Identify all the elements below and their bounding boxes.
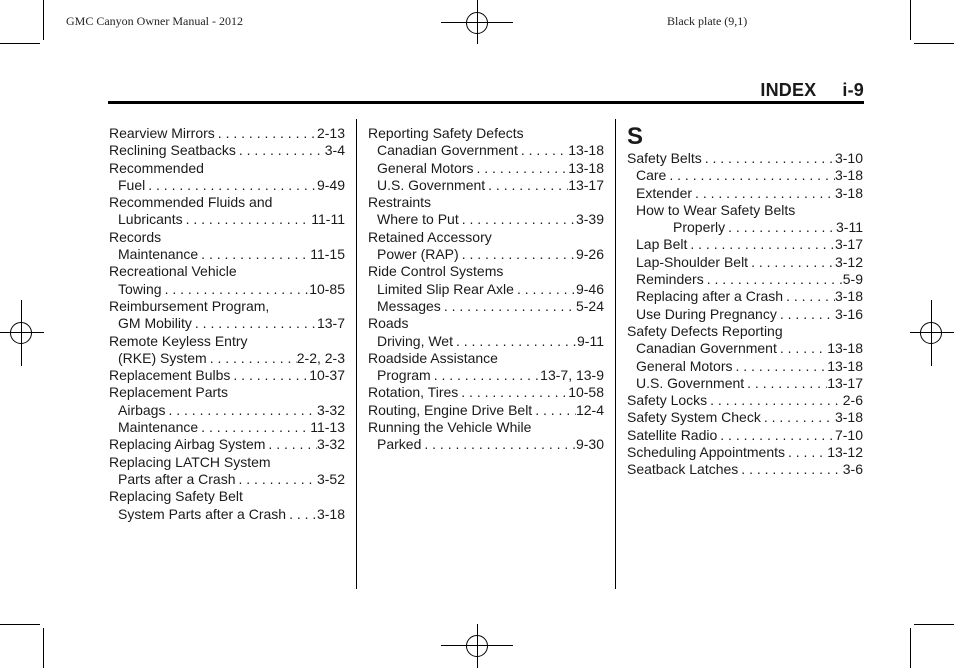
dot-leader xyxy=(230,367,309,384)
index-term: Lubricants xyxy=(118,211,183,228)
page-reference: 9-46 xyxy=(575,280,604,297)
index-entry xyxy=(627,375,863,392)
dot-leader xyxy=(183,211,312,228)
index-term: Fuel xyxy=(118,176,146,193)
index-entry xyxy=(109,298,345,315)
page-reference: 3-12 xyxy=(834,253,863,270)
page-reference: 13-18 xyxy=(568,159,604,176)
index-entry xyxy=(109,142,345,159)
index-entry xyxy=(109,211,345,228)
index-term: Parts after a Crash xyxy=(118,470,236,487)
dot-leader xyxy=(532,402,576,419)
index-term: Lap Belt xyxy=(636,236,688,253)
index-entry xyxy=(627,288,863,305)
index-term: Power (RAP) xyxy=(377,246,459,263)
dot-leader xyxy=(748,254,835,271)
index-entry xyxy=(109,454,345,471)
dot-leader xyxy=(215,125,317,142)
index-entry xyxy=(627,461,863,478)
index-entry xyxy=(368,211,604,228)
dot-leader xyxy=(165,402,317,419)
index-entry xyxy=(627,427,863,444)
index-term: (RKE) System xyxy=(118,349,207,366)
dot-leader xyxy=(744,375,827,392)
dot-leader xyxy=(162,281,310,298)
page-reference: 3-18 xyxy=(316,505,345,522)
registration-line xyxy=(477,0,478,44)
dot-leader xyxy=(207,350,297,367)
index-term: Where to Put xyxy=(377,211,459,228)
registration-line xyxy=(477,624,478,668)
page-reference: 9-26 xyxy=(575,246,604,263)
column-divider xyxy=(356,119,357,589)
index-term: Roadside Assistance xyxy=(368,349,498,366)
page-reference: 3-10 xyxy=(834,150,863,166)
page-reference: 10-85 xyxy=(309,280,345,297)
page-reference: 12-4 xyxy=(575,401,604,418)
page-reference: 13-17 xyxy=(827,374,863,391)
index-entry xyxy=(368,419,604,436)
index-entry xyxy=(627,392,863,409)
index-entry xyxy=(368,315,604,332)
index-term: How to Wear Safety Belts xyxy=(636,201,796,218)
index-term: System Parts after a Crash xyxy=(118,505,287,522)
index-entry xyxy=(109,436,345,453)
index-entry xyxy=(109,125,345,142)
index-term: Canadian Government xyxy=(377,142,518,159)
page-reference: 3-32 xyxy=(316,436,345,453)
index-term: Towing xyxy=(118,280,162,297)
dot-leader xyxy=(458,384,568,401)
dot-leader xyxy=(783,288,835,305)
dot-leader xyxy=(198,246,310,263)
index-term: Roads xyxy=(368,315,409,332)
index-term: Replacing Safety Belt xyxy=(109,488,243,505)
index-column-3 xyxy=(627,124,863,479)
index-entry xyxy=(368,350,604,367)
index-term: Program xyxy=(377,367,431,384)
index-entry xyxy=(109,402,345,419)
dot-leader xyxy=(198,419,310,436)
dot-leader xyxy=(707,392,843,409)
page-reference: 3-17 xyxy=(834,236,863,253)
page-reference: 5-9 xyxy=(842,271,863,288)
index-entry xyxy=(109,506,345,523)
index-entry xyxy=(368,246,604,263)
index-term: Maintenance xyxy=(118,246,199,263)
index-term: Lap-Shoulder Belt xyxy=(636,253,749,270)
dot-leader xyxy=(145,177,317,194)
dot-leader xyxy=(485,177,568,194)
index-term: U.S. Government xyxy=(377,176,486,193)
dot-leader xyxy=(459,211,576,228)
dot-leader xyxy=(192,315,317,332)
index-entry xyxy=(109,488,345,505)
dot-leader xyxy=(473,160,568,177)
index-letter-heading: S xyxy=(627,123,644,150)
dot-leader xyxy=(265,436,317,453)
index-entry xyxy=(109,229,345,246)
index-entry xyxy=(368,160,604,177)
index-entry xyxy=(109,367,345,384)
index-entry xyxy=(109,350,345,367)
index-entry xyxy=(627,185,863,202)
index-term: Remote Keyless Entry xyxy=(109,332,248,349)
page-reference: 13-12 xyxy=(827,444,863,461)
index-entry xyxy=(627,150,863,167)
index-entry xyxy=(368,281,604,298)
index-term: U.S. Government xyxy=(636,374,745,391)
header-rule xyxy=(108,101,864,104)
index-entry xyxy=(368,125,604,142)
index-entry xyxy=(627,340,863,357)
page-reference: 2-6 xyxy=(842,392,863,409)
page-reference: 3-16 xyxy=(834,305,863,322)
dot-leader xyxy=(236,142,325,159)
print-slug-plate: Black plate (9,1) xyxy=(667,14,748,28)
index-entry xyxy=(627,254,863,271)
index-term: Replacement Bulbs xyxy=(109,367,231,384)
index-term: Recommended xyxy=(109,159,204,176)
index-term: Safety System Check xyxy=(627,409,761,426)
index-entry xyxy=(368,436,604,453)
index-term: Replacing LATCH System xyxy=(109,453,271,470)
dot-leader xyxy=(431,367,540,384)
page-reference: 3-32 xyxy=(316,401,345,418)
index-column-2 xyxy=(368,125,604,454)
index-entry xyxy=(368,194,604,211)
index-entry xyxy=(627,358,863,375)
dot-leader xyxy=(286,506,317,523)
dot-leader xyxy=(459,246,576,263)
index-entry xyxy=(368,142,604,159)
dot-leader xyxy=(687,236,835,253)
page-reference: 13-17 xyxy=(568,176,604,193)
index-term: Satellite Radio xyxy=(627,426,718,443)
page-reference: 3-18 xyxy=(834,184,863,201)
index-term: Replacing after a Crash xyxy=(636,288,784,305)
index-entry xyxy=(627,167,863,184)
index-term: Routing, Engine Drive Belt xyxy=(368,401,533,418)
index-term: Airbags xyxy=(118,401,166,418)
page-reference: 3-18 xyxy=(834,167,863,184)
dot-leader xyxy=(725,219,836,236)
index-term: Extender xyxy=(636,184,693,201)
page-header xyxy=(108,80,864,102)
dot-leader xyxy=(732,358,827,375)
index-entry xyxy=(627,202,863,219)
index-term: Parked xyxy=(377,436,422,453)
dot-leader xyxy=(717,427,835,444)
page-reference: 3-18 xyxy=(834,409,863,426)
dot-leader xyxy=(777,340,827,357)
index-entry xyxy=(368,367,604,384)
index-entry xyxy=(109,333,345,350)
page-reference: 9-49 xyxy=(316,176,345,193)
index-term: Safety Locks xyxy=(627,392,708,409)
index-term: Restraints xyxy=(368,194,432,211)
page-reference: 3-39 xyxy=(575,211,604,228)
page-reference: 9-11 xyxy=(577,332,604,349)
index-entry xyxy=(627,271,863,288)
dot-leader xyxy=(702,150,835,167)
dot-leader xyxy=(421,436,576,453)
page-reference: 11-15 xyxy=(310,246,345,263)
dot-leader xyxy=(453,333,577,350)
page-reference: 5-24 xyxy=(575,297,604,314)
index-entry xyxy=(368,263,604,280)
registration-line xyxy=(931,300,932,366)
print-slug-title: GMC Canyon Owner Manual - 2012 xyxy=(66,14,243,28)
page-reference: 11-11 xyxy=(311,211,345,228)
index-column-1 xyxy=(109,125,345,523)
index-term: Reclining Seatbacks xyxy=(109,142,236,159)
index-entry xyxy=(368,333,604,350)
dot-leader xyxy=(236,471,317,488)
index-entry xyxy=(109,281,345,298)
index-entry xyxy=(109,315,345,332)
dot-leader xyxy=(441,298,576,315)
dot-leader xyxy=(761,409,835,426)
index-term: Running the Vehicle While xyxy=(368,419,532,436)
page-reference: 3-6 xyxy=(842,461,863,478)
index-entry xyxy=(368,298,604,315)
index-entry xyxy=(368,402,604,419)
page-reference: 10-58 xyxy=(568,384,604,401)
index-term: Reimbursement Program, xyxy=(109,297,270,314)
index-term: Recommended Fluids and xyxy=(109,194,273,211)
index-term: Reporting Safety Defects xyxy=(368,125,524,141)
crop-mark xyxy=(910,628,911,668)
page-title: INDEX i-9 xyxy=(760,80,864,100)
index-entry xyxy=(109,384,345,401)
index-entry xyxy=(109,419,345,436)
page-reference: 13-7, 13-9 xyxy=(540,367,604,384)
page-reference: 3-11 xyxy=(836,219,863,236)
page-reference: 3-52 xyxy=(316,470,345,487)
registration-line xyxy=(910,332,954,333)
crop-mark xyxy=(43,628,44,668)
index-entry xyxy=(627,323,863,340)
index-entry xyxy=(368,177,604,194)
index-term: General Motors xyxy=(377,159,474,176)
index-entry xyxy=(627,236,863,253)
index-term: Replacing Airbag System xyxy=(109,436,266,453)
page-reference: 13-7 xyxy=(316,315,345,332)
index-entry xyxy=(109,160,345,177)
index-entry xyxy=(109,246,345,263)
index-term: GM Mobility xyxy=(118,315,192,332)
index-entry xyxy=(627,409,863,426)
index-term: General Motors xyxy=(636,357,733,374)
dot-leader xyxy=(692,185,835,202)
index-entry xyxy=(627,306,863,323)
index-term: Reminders xyxy=(636,271,704,288)
index-term: Rearview Mirrors xyxy=(109,125,215,141)
index-entry xyxy=(627,444,863,461)
page-reference: 7-10 xyxy=(834,426,863,443)
index-term: Scheduling Appointments xyxy=(627,444,785,461)
index-term: Driving, Wet xyxy=(377,332,453,349)
registration-line xyxy=(21,300,22,366)
index-entry xyxy=(368,384,604,401)
crop-mark xyxy=(0,624,40,625)
index-term: Recreational Vehicle xyxy=(109,263,237,280)
crop-mark xyxy=(914,624,954,625)
index-term: Replacement Parts xyxy=(109,384,229,401)
dot-leader xyxy=(704,271,843,288)
dot-leader xyxy=(777,306,835,323)
registration-line xyxy=(0,332,44,333)
column-divider xyxy=(615,119,616,589)
crop-mark xyxy=(910,0,911,40)
index-entry xyxy=(368,229,604,246)
dot-leader xyxy=(738,461,842,478)
dot-leader xyxy=(785,444,827,461)
page-reference: 3-18 xyxy=(834,288,863,305)
index-entry xyxy=(627,219,863,236)
page-reference: 13-18 xyxy=(827,357,863,374)
index-term: Rotation, Tires xyxy=(368,384,459,401)
index-term: Canadian Government xyxy=(636,340,777,357)
index-term: Retained Accessory xyxy=(368,228,492,245)
index-term: Safety Belts xyxy=(627,150,702,166)
index-term: Records xyxy=(109,228,162,245)
dot-leader xyxy=(514,281,576,298)
dot-leader xyxy=(666,167,835,184)
page-reference: 9-30 xyxy=(575,436,604,453)
index-entry xyxy=(109,471,345,488)
page-reference: 2-13 xyxy=(316,125,345,141)
index-term: Use During Pregnancy xyxy=(636,305,777,322)
page-reference: 13-18 xyxy=(827,340,863,357)
index-entry xyxy=(109,263,345,280)
crop-mark xyxy=(914,43,954,44)
index-term: Seatback Latches xyxy=(627,461,739,478)
index-term: Limited Slip Rear Axle xyxy=(377,280,514,297)
dot-leader xyxy=(518,142,568,159)
index-term: Maintenance xyxy=(118,419,199,436)
crop-mark xyxy=(0,43,40,44)
index-entry xyxy=(109,194,345,211)
page-reference: 13-18 xyxy=(568,142,604,159)
page-reference: 11-13 xyxy=(310,419,345,436)
crop-mark xyxy=(43,0,44,40)
index-term: Care xyxy=(636,167,667,184)
index-term: Properly xyxy=(673,219,726,236)
index-entry xyxy=(109,177,345,194)
index-term: Safety Defects Reporting xyxy=(627,322,783,339)
page-reference: 2-2, 2-3 xyxy=(296,349,345,366)
index-term: Messages xyxy=(377,297,441,314)
index-term: Ride Control Systems xyxy=(368,263,504,280)
page-reference: 3-4 xyxy=(324,142,345,159)
page-reference: 10-37 xyxy=(309,367,345,384)
